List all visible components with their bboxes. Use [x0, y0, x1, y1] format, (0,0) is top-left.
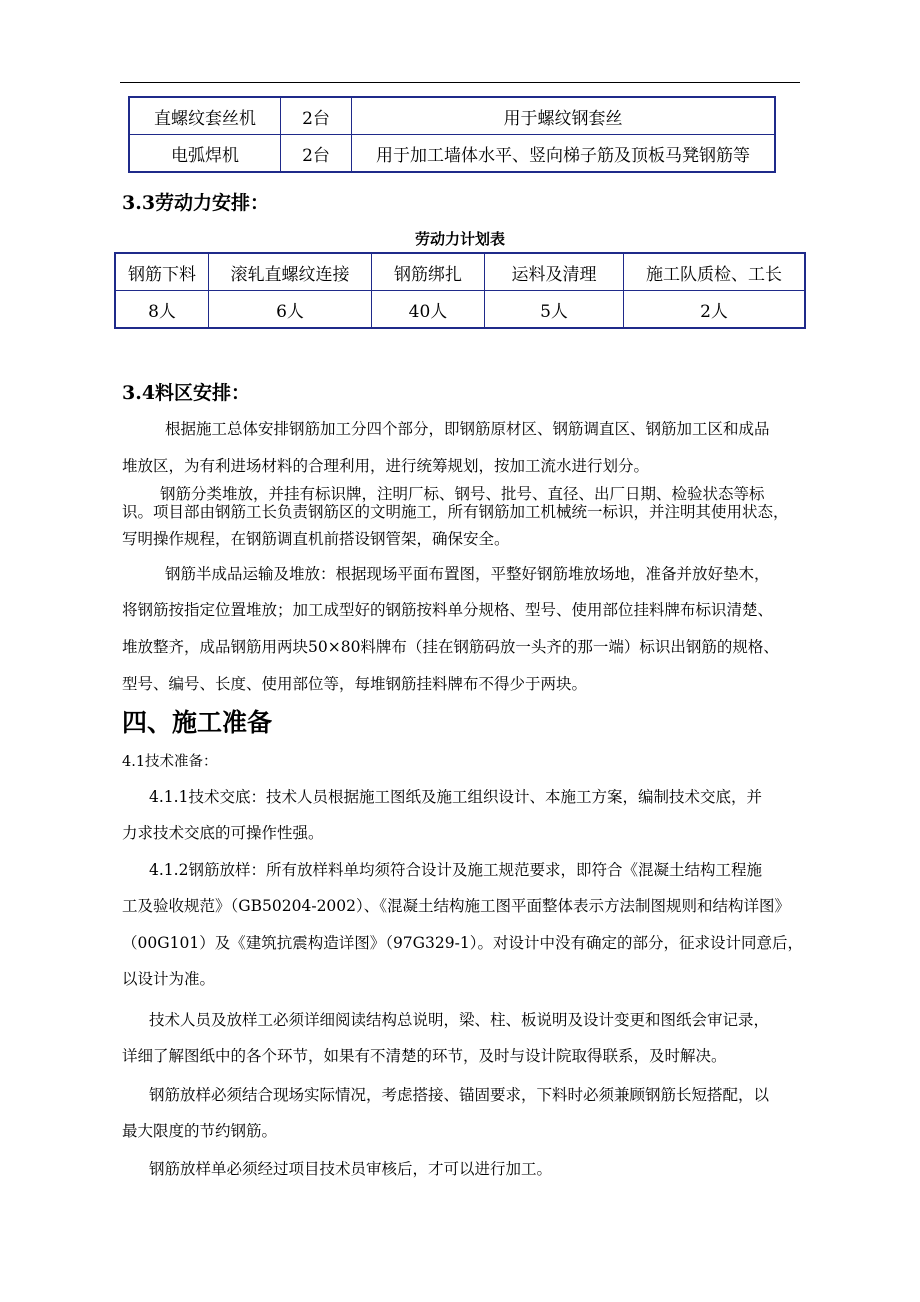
paragraph-line: 以设计为准。	[122, 970, 216, 988]
section-4-heading: 四、施工准备	[122, 708, 273, 737]
labor-header: 滚轧直螺纹连接	[209, 253, 372, 291]
equipment-use: 用于加工墙体水平、竖向梯子筋及顶板马凳钢筋等	[352, 135, 776, 173]
paragraph-line: 4.1.2钢筋放样：所有放样料单均须符合设计及施工规范要求，即符合《混凝土结构工程施	[149, 861, 762, 879]
paragraph-line: 将钢筋按指定位置堆放；加工成型好的钢筋按料单分规格、型号、使用部位挂料牌布标识清楚、	[122, 601, 774, 619]
equipment-qty: 2台	[281, 135, 352, 173]
labor-header: 运料及清理	[485, 253, 624, 291]
paragraph-line: 技术人员及放样工必须详细阅读结构总说明，梁、柱、板说明及设计变更和图纸会审记录，	[149, 1011, 770, 1029]
table-row	[129, 135, 775, 173]
paragraph-line: 堆放区，为有利进场材料的合理利用，进行统筹规划，按加工流水进行划分。	[122, 457, 650, 475]
labor-header: 钢筋下料	[115, 253, 209, 291]
table-row	[115, 291, 805, 329]
labor-value: 40人	[372, 291, 485, 329]
labor-value: 2人	[624, 291, 806, 329]
table-row	[129, 97, 775, 135]
paragraph-line: （00G101）及《建筑抗震构造详图》（97G329-1）。对设计中没有确定的部分，征求设计同意后，	[122, 934, 803, 952]
paragraph-line: 4.1.1技术交底：技术人员根据施工图纸及施工组织设计、本施工方案，编制技术交底，并	[149, 788, 762, 806]
section-3-4-heading: 3.4料区安排：	[122, 382, 251, 404]
paragraph-line: 钢筋放样单必须经过项目技术员审核后，才可以进行加工。	[149, 1160, 553, 1178]
labor-table-caption: 劳动力计划表	[414, 230, 505, 248]
paragraph-line: 钢筋半成品运输及堆放：根据现场平面布置图，平整好钢筋堆放场地，准备并放好垫木，	[165, 565, 770, 583]
table-header-row	[115, 253, 805, 291]
paragraph-line: 堆放整齐，成品钢筋用两块50×80料牌布（挂在钢筋码放一头齐的那一端）标识出钢筋的规格、	[122, 638, 779, 656]
paragraph-line: 最大限度的节约钢筋。	[122, 1122, 278, 1140]
section-3-3-heading: 3.3劳动力安排：	[122, 192, 270, 214]
header-rule	[120, 82, 800, 83]
paragraph-line: 钢筋放样必须结合现场实际情况，考虑搭接、锚固要求，下料时必须兼顾钢筋长短搭配，以	[149, 1086, 770, 1104]
paragraph-line: 钢筋分类堆放，并挂有标识牌，注明厂标、钢号、批号、直径、出厂日期、检验状态等标	[160, 485, 765, 503]
labor-value: 8人	[115, 291, 209, 329]
labor-header: 施工队质检、工长	[624, 253, 806, 291]
paragraph-line: 详细了解图纸中的各个环节，如果有不清楚的环节，及时与设计院取得联系，及时解决。	[122, 1047, 727, 1065]
equipment-use: 用于螺纹钢套丝	[352, 97, 776, 135]
equipment-name: 电弧焊机	[129, 135, 281, 173]
paragraph-line: 工及验收规范》（GB50204-2002）、《混凝土结构施工图平面整体表示方法制图规则和结构详图》	[122, 897, 791, 915]
paragraph-line: 根据施工总体安排钢筋加工分四个部分，即钢筋原材区、钢筋调直区、钢筋加工区和成品	[165, 420, 770, 438]
labor-plan-table	[114, 252, 806, 329]
paragraph-line: 型号、编号、长度、使用部位等，每堆钢筋挂料牌布不得少于两块。	[122, 675, 588, 693]
paragraph-line: 力求技术交底的可操作性强。	[122, 824, 324, 842]
labor-value: 6人	[209, 291, 372, 329]
labor-header: 钢筋绑扎	[372, 253, 485, 291]
equipment-table	[128, 96, 776, 173]
paragraph-line: 写明操作规程，在钢筋调直机前搭设钢管架，确保安全。	[122, 530, 510, 548]
section-4-1-heading: 4.1技术准备：	[122, 754, 218, 770]
labor-value: 5人	[485, 291, 624, 329]
equipment-qty: 2台	[281, 97, 352, 135]
paragraph-line: 识。项目部由钢筋工长负责钢筋区的文明施工，所有钢筋加工机械统一标识，并注明其使用状态，	[122, 503, 789, 521]
equipment-name: 直螺纹套丝机	[129, 97, 281, 135]
